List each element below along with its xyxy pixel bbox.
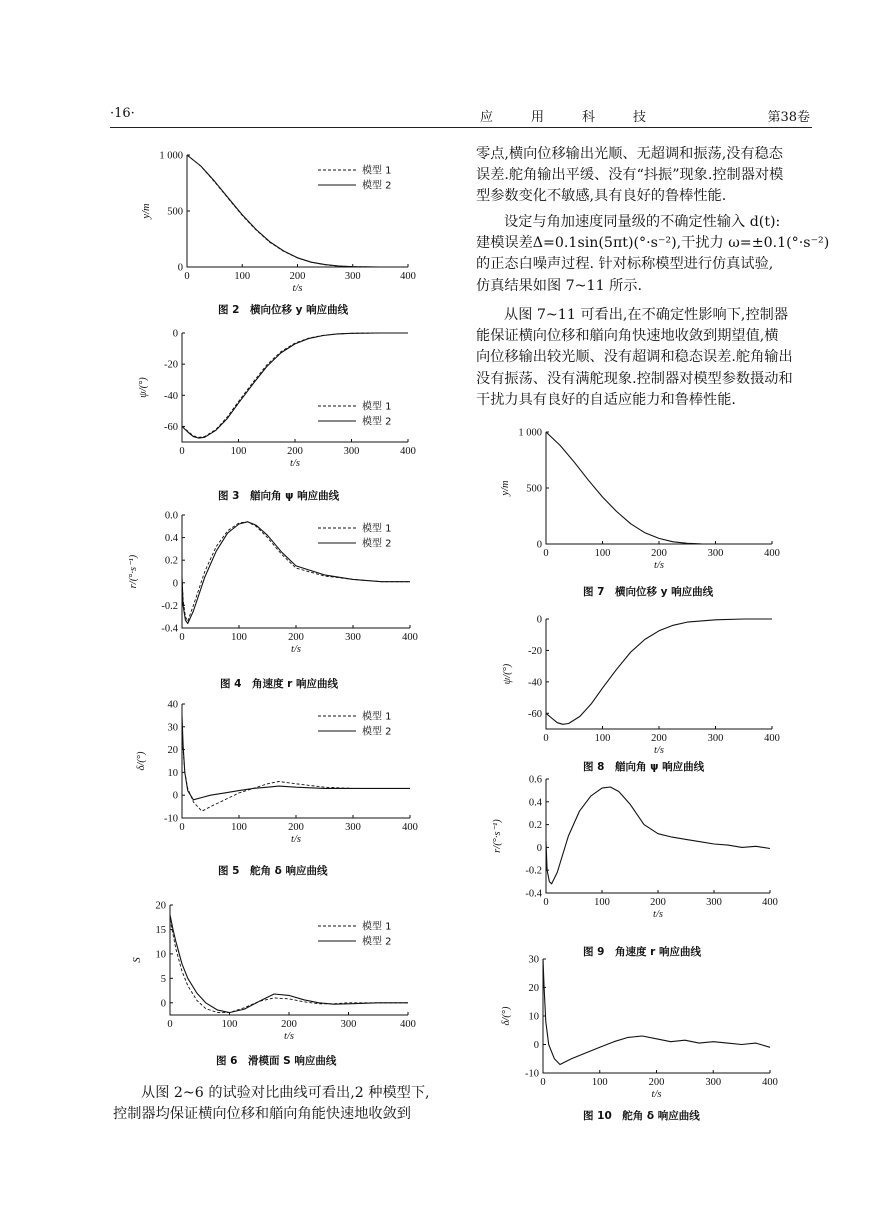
page-number: ·16· xyxy=(110,106,135,121)
x-tick-label: 100 xyxy=(594,733,611,744)
y-tick-label: 5 xyxy=(160,973,166,985)
y-tick-label: -60 xyxy=(528,708,542,720)
y-tick-label: 0 xyxy=(536,842,542,854)
x-tick-label: 0 xyxy=(179,632,185,643)
legend-label: 模型 1 xyxy=(362,921,392,933)
x-tick-label: 200 xyxy=(289,271,306,282)
x-tick-label: 200 xyxy=(651,733,667,744)
y-tick-label: -20 xyxy=(528,645,542,657)
x-tick-label: 0 xyxy=(543,733,549,744)
y-tick-label: 0.2 xyxy=(164,555,178,567)
text-line: 设定与角加速度同量级的不确定性输入 d(t): xyxy=(504,214,781,230)
x-axis-label: t/s xyxy=(292,283,303,294)
x-tick-label: 400 xyxy=(402,632,418,643)
x-tick-label: 400 xyxy=(764,733,780,744)
y-tick-label: 0 xyxy=(160,998,166,1010)
x-axis-label: t/s xyxy=(653,909,663,920)
x-tick-label: 100 xyxy=(221,1019,238,1030)
y-tick-label: 20 xyxy=(167,745,178,757)
y-tick-label: -0.4 xyxy=(161,623,178,635)
text-line: 仿真结果如图 7~11 所示. xyxy=(476,277,642,294)
y-tick-label: 0.4 xyxy=(528,797,542,809)
x-tick-label: 0 xyxy=(179,446,185,457)
x-tick-label: 400 xyxy=(762,1077,778,1088)
legend-label: 模型 2 xyxy=(362,180,392,192)
x-tick-label: 0 xyxy=(540,1077,546,1088)
y-tick-label: 0.0 xyxy=(164,510,178,522)
x-tick-label: 200 xyxy=(650,897,666,908)
x-axis-label: t/s xyxy=(284,1031,294,1042)
y-tick-label: -60 xyxy=(164,421,178,433)
x-tick-label: 200 xyxy=(281,1019,297,1030)
figure-4-caption: 图 4 角速度 r 响应曲线 xyxy=(220,678,338,690)
y-tick-label: 30 xyxy=(167,722,178,734)
x-tick-label: 0 xyxy=(167,1019,173,1030)
y-tick-label: 40 xyxy=(167,699,178,711)
y-tick-label: -0.4 xyxy=(525,888,542,900)
y-axis-label: y/m xyxy=(141,203,152,219)
x-axis-label: t/s xyxy=(654,745,664,756)
y-axis-label: δ/(°) xyxy=(136,751,147,771)
volume-label: 第38卷 xyxy=(767,110,810,125)
x-tick-label: 100 xyxy=(234,271,251,282)
x-tick-label: 200 xyxy=(288,632,304,643)
figure-9-caption: 图 9 角速度 r 响应曲线 xyxy=(583,946,701,958)
figure-6-caption: 图 6 滑模面 S 响应曲线 xyxy=(216,1055,337,1067)
legend-label: 模型 2 xyxy=(362,416,392,428)
x-tick-label: 400 xyxy=(400,271,416,282)
x-tick-label: 300 xyxy=(705,1077,722,1088)
y-tick-label: 0 xyxy=(536,614,542,626)
x-tick-label: 0 xyxy=(543,897,549,908)
y-tick-label: 0 xyxy=(172,578,178,590)
y-tick-label: 10 xyxy=(167,767,178,779)
x-tick-label: 200 xyxy=(651,548,667,559)
x-tick-label: 300 xyxy=(345,632,361,643)
y-tick-label: 0 xyxy=(172,790,178,802)
figure-3-caption: 图 3 艏向角 ψ 响应曲线 xyxy=(218,490,340,502)
y-axis-label: S xyxy=(132,957,143,963)
text-line: 误差.舵角输出平缓、没有“抖振”现象.控制器对模 xyxy=(476,167,784,184)
legend-label: 模型 1 xyxy=(362,523,392,535)
text-line: 的正态白噪声过程. 针对标称模型进行仿真试验, xyxy=(476,256,774,273)
figure-10-caption: 图 10 舵角 δ 响应曲线 xyxy=(583,1110,700,1122)
x-tick-label: 400 xyxy=(764,548,780,559)
y-tick-label: 0 xyxy=(172,328,178,340)
x-axis-label: t/s xyxy=(654,560,664,571)
y-tick-label: 500 xyxy=(167,206,183,218)
x-tick-label: 200 xyxy=(288,822,304,833)
x-tick-label: 100 xyxy=(231,822,247,833)
x-tick-label: 300 xyxy=(345,822,361,833)
y-tick-label: 10 xyxy=(528,1011,539,1023)
y-axis-label: ψ/(°) xyxy=(502,663,513,685)
y-tick-label: -0.2 xyxy=(161,600,178,612)
journal-title: 应用科技 xyxy=(480,110,685,125)
y-tick-label: 0 xyxy=(177,262,183,274)
x-tick-label: 400 xyxy=(762,897,778,908)
y-tick-label: 0 xyxy=(536,539,542,551)
y-tick-label: 10 xyxy=(155,949,166,961)
y-axis-label: ψ/(°) xyxy=(138,377,149,398)
x-tick-label: 400 xyxy=(400,1019,416,1030)
y-tick-label: 20 xyxy=(155,900,166,912)
y-tick-label: -40 xyxy=(164,390,178,402)
text-line: 型参数变化不敏感,具有良好的鲁棒性能. xyxy=(476,188,727,205)
y-axis-label: r/(°·s⁻¹) xyxy=(128,554,139,589)
text-line: 零点,横向位移输出光顺、无超调和振荡,没有稳态 xyxy=(476,146,783,162)
y-tick-label: 0 xyxy=(533,1040,539,1051)
figure-8-caption: 图 8 艏向角 ψ 响应曲线 xyxy=(583,761,705,773)
y-tick-label: 15 xyxy=(155,924,166,936)
y-tick-label: 20 xyxy=(528,983,539,994)
legend-label: 模型 2 xyxy=(362,726,392,738)
x-tick-label: 300 xyxy=(340,1019,357,1030)
y-tick-label: -10 xyxy=(525,1068,539,1080)
text-line: 干扰力具有良好的自适应能力和鲁棒性能. xyxy=(476,391,736,408)
legend-label: 模型 1 xyxy=(362,711,392,723)
x-tick-label: 300 xyxy=(344,271,361,282)
x-axis-label: t/s xyxy=(291,644,301,655)
legend-label: 模型 2 xyxy=(362,538,392,550)
x-tick-label: 200 xyxy=(648,1077,665,1088)
text-line: 建模误差Δ=0.1sin(5πt)(°·s⁻²),干扰力 ω=±0.1(°·s⁻²) xyxy=(476,235,830,252)
y-axis-label: δ/(°) xyxy=(501,1006,512,1026)
legend-label: 模型 1 xyxy=(362,401,392,413)
figure-7-caption: 图 7 横向位移 y 响应曲线 xyxy=(583,586,714,598)
x-tick-label: 100 xyxy=(230,446,247,457)
y-tick-label: 0.4 xyxy=(164,533,178,545)
x-tick-label: 300 xyxy=(343,446,360,457)
y-tick-label: 500 xyxy=(526,483,542,495)
x-tick-label: 400 xyxy=(400,446,416,457)
y-tick-label: 0.2 xyxy=(528,820,542,832)
x-axis-label: t/s xyxy=(651,1089,662,1100)
figure-5-caption: 图 5 舵角 δ 响应曲线 xyxy=(218,865,328,877)
text-line: 控制器均保证横向位移和艏向角能快速地收敛到 xyxy=(113,1106,411,1123)
text-line: 向位移输出较光顺、没有超调和稳态误差.舵角输出 xyxy=(476,349,793,366)
y-tick-label: -0.2 xyxy=(525,865,542,877)
x-tick-label: 0 xyxy=(543,548,549,559)
y-tick-label: -10 xyxy=(164,813,178,825)
x-tick-label: 300 xyxy=(706,897,722,908)
x-tick-label: 100 xyxy=(594,548,611,559)
x-tick-label: 200 xyxy=(287,446,303,457)
y-tick-label: -40 xyxy=(528,677,542,689)
text-line: 从图 7~11 可看出,在不确定性影响下,控制器 xyxy=(504,307,789,323)
y-axis-label: y/m xyxy=(500,480,511,496)
y-tick-label: 1 000 xyxy=(159,150,183,162)
y-axis-label: r/(°·s⁻¹) xyxy=(492,819,503,853)
text-line: 从图 2~6 的试验对比曲线可看出,2 种模型下, xyxy=(141,1085,430,1101)
x-axis-label: t/s xyxy=(291,834,301,845)
legend-label: 模型 1 xyxy=(362,165,392,177)
x-tick-label: 100 xyxy=(231,632,247,643)
x-axis-label: t/s xyxy=(290,458,300,469)
x-tick-label: 0 xyxy=(184,271,190,282)
x-tick-label: 100 xyxy=(594,897,610,908)
x-tick-label: 300 xyxy=(707,733,724,744)
y-tick-label: 1 000 xyxy=(518,427,542,439)
legend-label: 模型 2 xyxy=(362,936,392,948)
x-tick-label: 400 xyxy=(402,822,418,833)
text-line: 没有振荡、没有满舵现象.控制器对模型参数摄动和 xyxy=(476,370,793,387)
figure-2-caption: 图 2 横向位移 y 响应曲线 xyxy=(218,304,349,316)
series-line xyxy=(543,959,770,1065)
x-tick-label: 100 xyxy=(591,1077,608,1088)
x-tick-label: 0 xyxy=(179,822,185,833)
y-tick-label: 0.6 xyxy=(528,774,542,786)
x-tick-label: 300 xyxy=(707,548,724,559)
text-line: 能保证横向位移和艏向角快速地收敛到期望值,横 xyxy=(476,328,779,345)
y-tick-label: 30 xyxy=(528,954,539,966)
y-tick-label: -20 xyxy=(164,359,178,371)
